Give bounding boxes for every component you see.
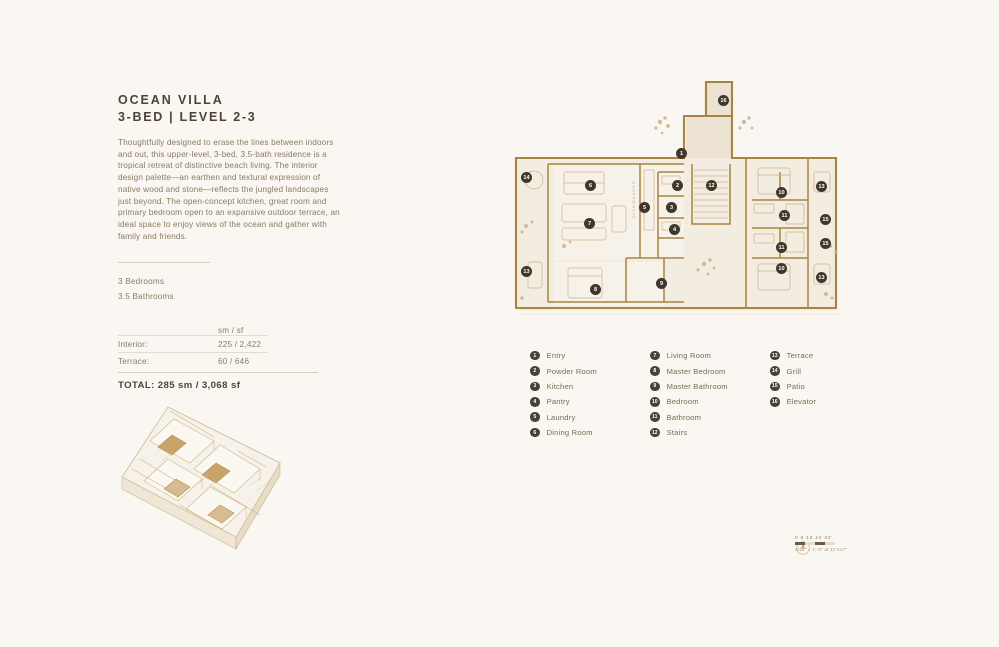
scale-note: 1/16" = 1'-0" at 11"x17" — [795, 547, 848, 552]
plan-marker: 11 — [776, 242, 787, 253]
plan-marker: 5 — [639, 202, 650, 213]
legend-item — [530, 394, 597, 409]
legend-label: Patio — [786, 381, 805, 391]
legend-number: 1 — [530, 351, 540, 361]
plan-marker: 3 — [666, 202, 677, 213]
legend-number: 2 — [530, 366, 540, 376]
plan-marker: 7 — [584, 218, 595, 229]
legend-item — [530, 379, 597, 394]
legend-number: 10 — [651, 398, 658, 405]
legend-label: Elevator — [786, 397, 817, 407]
legend-number: 6 — [530, 428, 540, 438]
legend-label: Entry — [546, 351, 566, 361]
legend-label: Grill — [786, 366, 802, 376]
scale-bar-graphic — [795, 542, 895, 545]
legend-label: Powder Room — [546, 366, 597, 376]
plan-marker: 10 — [776, 263, 787, 274]
legend-number: 13 — [771, 352, 778, 359]
area-unit-header: sm / sf — [218, 326, 244, 336]
plan-marker: 15 — [820, 238, 831, 249]
legend-item — [530, 425, 597, 440]
legend-item — [530, 363, 597, 378]
area-label: Terrace: — [118, 357, 150, 367]
plan-marker: 13 — [816, 272, 827, 283]
legend-item — [770, 348, 816, 363]
info-panel — [118, 92, 348, 391]
legend-label: Master Bedroom — [666, 366, 726, 376]
scale-ticks: 0 8 16 24 32' — [795, 535, 834, 540]
legend-number: 7 — [650, 351, 660, 361]
floor-plan-drawing — [508, 76, 848, 326]
page-title: OCEAN VILLA — [118, 93, 224, 107]
plan-marker: 13 — [816, 181, 827, 192]
legend-number: 8 — [650, 366, 660, 376]
legend-item — [650, 379, 728, 394]
area-value: 225 / 2,422 — [218, 340, 262, 350]
legend-column-3 — [770, 348, 816, 410]
legend-number: 5 — [530, 412, 540, 422]
plan-marker: 2 — [672, 180, 683, 191]
legend-label: Living Room — [666, 351, 712, 361]
legend-number: 16 — [771, 398, 778, 405]
plan-marker: 16 — [718, 95, 729, 106]
legend-item — [530, 348, 597, 363]
plan-marker: 8 — [590, 284, 601, 295]
description-text: Thoughtfully designed to erase the lines between indoors and out, this upper-level, 3-bed, 3.5-bath residence is a tropical retreat of distinctive beach living. The interior design palette—an earthen and textural expression of native wood and stone—reflects the jungled landscapes just beyond. The open-concept kitchen, great room and primary bedroom open to an expansive outdoor terrace, an ideal space to enjoy views of the ocean and gather with family and friends. — [118, 138, 340, 241]
legend-label: Pantry — [546, 397, 570, 407]
legend-item — [770, 363, 816, 378]
legend-number: 4 — [530, 397, 540, 407]
area-label: Interior: — [118, 340, 148, 350]
plan-marker: 12 — [706, 180, 717, 191]
area-value: 60 / 646 — [218, 357, 250, 367]
legend-column-2 — [650, 348, 728, 440]
plan-marker: 9 — [656, 278, 667, 289]
legend-item — [650, 363, 728, 378]
divider — [118, 262, 210, 263]
legend-label: Bedroom — [666, 397, 699, 407]
legend-item — [650, 348, 728, 363]
legend-number: 14 — [771, 368, 778, 375]
area-total: TOTAL: 285 sm / 3,068 sf — [118, 372, 318, 391]
legend-item — [770, 394, 816, 409]
legend-label: Dining Room — [546, 428, 593, 438]
plan-marker: 1 — [676, 148, 687, 159]
plan-marker: 14 — [521, 172, 532, 183]
legend-label: Terrace — [786, 351, 814, 361]
legend-label: Master Bathroom — [666, 381, 728, 391]
area-table — [118, 326, 268, 391]
legend-number: 9 — [650, 382, 660, 392]
table-row — [118, 352, 268, 369]
svg-text:DISHWASHER: DISHWASHER — [632, 179, 636, 218]
page-subtitle: 3-BED | LEVEL 2-3 — [118, 110, 257, 124]
plan-marker: 13 — [521, 266, 532, 277]
plan-marker: 4 — [669, 224, 680, 235]
legend-number: 3 — [530, 382, 540, 392]
legend-column-1 — [530, 348, 597, 440]
legend-number: 12 — [651, 429, 658, 436]
legend-item — [650, 410, 728, 425]
plan-marker: 10 — [776, 187, 787, 198]
legend-number: 15 — [771, 383, 778, 390]
legend-item — [650, 394, 728, 409]
building-isometric-diagram — [110, 385, 325, 560]
bedroom-count: 3 Bedrooms — [118, 277, 165, 287]
legend-label: Laundry — [546, 412, 576, 422]
plan-marker: 11 — [779, 210, 790, 221]
legend-item — [650, 425, 728, 440]
bathroom-count: 3.5 Bathrooms — [118, 292, 174, 302]
legend-label: Bathroom — [666, 412, 702, 422]
legend-label: Stairs — [666, 428, 688, 438]
scale-bar — [795, 535, 895, 563]
legend-number: 11 — [650, 412, 660, 422]
plan-marker: 15 — [820, 214, 831, 225]
legend-item — [530, 410, 597, 425]
table-row — [118, 335, 268, 352]
legend-label: Kitchen — [546, 381, 574, 391]
legend-item — [770, 379, 816, 394]
plan-marker: 6 — [585, 180, 596, 191]
